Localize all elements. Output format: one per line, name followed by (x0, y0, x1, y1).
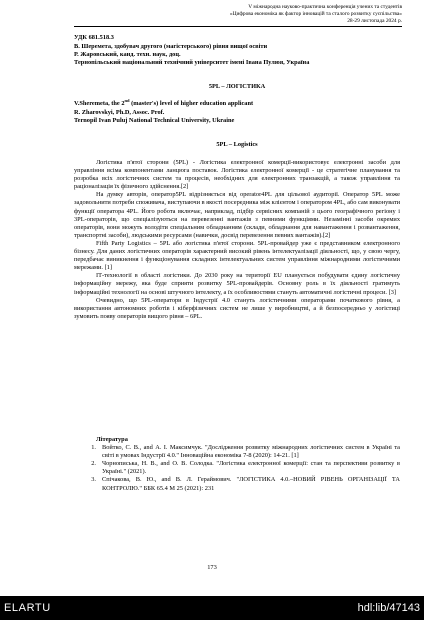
author-ua-1: В. Шеремета, здобувач другого (магістерського) рівня вищої освіти (74, 43, 268, 50)
paragraph-4: ІТ-технології в області логістики. До 2030 року на території EU планується побудувати єдину логістичну інформаційну мережу, яка буде сприяти розвитку 5PL-провайдерів. Основну роль в їх діяльності гратимуть інформаційні технології на основі штучного інтелекту, а їх особливостями стануть автоматичні логістичні процеси. [3] (74, 272, 400, 296)
conference-date: 28-29 листопада 2024 р. (347, 18, 402, 24)
title-en: 5PL – Logistics (216, 141, 258, 148)
repository-footer-bar (0, 596, 424, 620)
reference-number: 1. (91, 444, 96, 452)
udc-code: УДК 681.518.3 (74, 34, 114, 41)
title-ua: 5PL – ЛОГІСТИКА (208, 83, 266, 90)
paragraph-1: Логістика п'ятої сторони (5PL) - Логістика електронної комерції-використовує електронні засоби для управління всіма компонентами ланцюга поставок. Логістика електронної комерції - це стратегічне планування та розробка всіх логістичних систем та процесів, необхідних для електронних транзакцій, а також управління та раціоналізація їх фізичного здійснення.[2] (74, 159, 400, 191)
repository-name: ELARTU (4, 602, 51, 614)
references-section (74, 436, 400, 493)
author-en-1-rest: (master's) level of higher education applicant (129, 100, 254, 107)
reference-text: Войтко, С. В., and А. І. Максимчук. "Дослідження розвитку міжнародних логістичних систем в Україні та світі в умовах Індустрії 4.0." Інноваційна економіка 7-8 (2020): 14-21. [1] (102, 444, 400, 460)
handle-identifier: hdl:lib/47143 (357, 602, 420, 614)
paragraph-5: Очевидно, що 5PL-оператори в Індустрії 4.0 стануть логістичними операторами початкового рівня, а використання автономних роботів і кіберфізичних систем не лише у виробництві, а й безпосередньо у логістиці зумовить появу операторів вищого рівня – 6PL. (74, 296, 400, 320)
paragraph-2: На думку авторів, оператор5PL відрізняється від operator4PL для цільової аудиторії. Оператор 5PL може задовольнити потреби споживача, виступаючи в якості посередника між клієнтом і оператором 4PL, або сам виконувати функції оператора 4PL. Його робота включає, наприклад, підбір сервісних компаній з цього географічного регіону і 3PL-операторів, що спеціалізуються на перевезенні вантажів з певними функціями. Незамінні засоби окремих операторів, вони можуть володіти спеціальним обладнанням (склади, обладнання для навантаження і розвантаження, транспортні засоби), людськими ресурсами (навички, досвід перевезення певних вантажів).[2] (74, 191, 400, 239)
page-number: 173 (207, 564, 217, 571)
author-en-1 (74, 97, 400, 108)
main-text (74, 159, 400, 321)
reference-item (74, 476, 400, 492)
header-rule (74, 26, 402, 27)
author-en-1-name: V.Sheremeta, the 2 (74, 100, 125, 107)
references-title: Література (96, 436, 128, 443)
conference-header-line2: «Цифрова економіка як фактор інновацій та сталого розвитку суспільства» (229, 11, 402, 17)
reference-text: Чорнописька, Н. В., and О. В. Солодка. "Логістика електронної комерції: стан та перспективи розвитку в Україні." (2021). (102, 460, 400, 476)
affiliation-ua: Тернопільський національний технічний університет імені Івана Пулюя, Україна (74, 59, 310, 66)
paragraph-3: Fifth Party Logistics – 5PL або логістика п'ятої сторони. 5PL-провайдер уже є представником електронного бізнесу. Для даних логістичних операторів характерний високий рівень інтелектуалізації діяльності, що, у свою чергу, передбачає виникнення і функціонування складних інтелектуальних систем управління міжнародними логістичними мережами. [1] (74, 239, 400, 272)
reference-text: Спічакова, В. Ю., and В. Л. Гераймович. "ЛОГІСТИКА 4.0.–НОВИЙ РІВЕНЬ ОРГАНІЗАЦІЇ ТА КОНТРОЛЮ." ББК 65.4 М 25 (2021): 231 (102, 476, 400, 492)
reference-number: 3. (91, 476, 96, 484)
author-en-1-sup: nd (124, 97, 130, 103)
author-en-2: R. Zharovskyi, Ph.D, Assoc. Prof. (74, 109, 165, 116)
conference-header-line1: V міжнародна науково-практична конференція учених та студентів (248, 4, 402, 10)
reference-number: 2. (91, 460, 96, 468)
author-ua-2: Р. Жаровський, канд. техн. наук, доц. (74, 51, 181, 58)
reference-item (74, 460, 400, 476)
affiliation-en: Ternopil Ivan Puluj National Technical University, Ukraine (74, 117, 235, 124)
reference-item (74, 444, 400, 460)
